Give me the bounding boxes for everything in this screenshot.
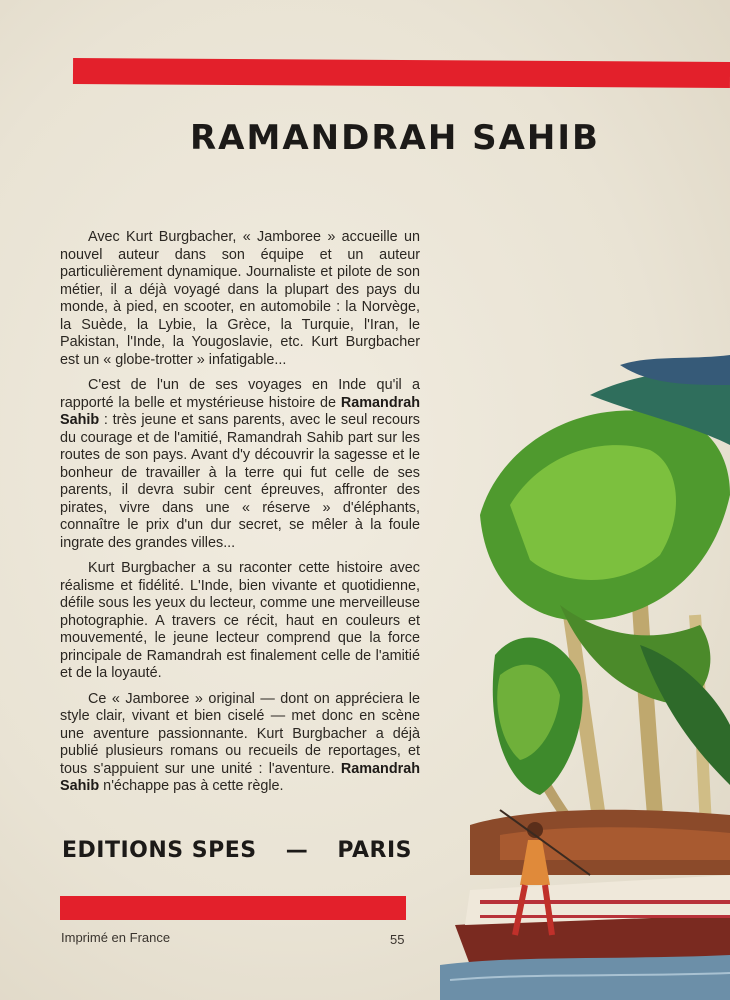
paragraph-3-text: Kurt Burgbacher a su raconter cette histoire avec réalisme et fidélité. L'Inde, bien vivante et quotidienne, défile sous les yeux du lecteur, comme une merveilleuse photographie. A travers ce récit, haut en couleurs et mouvementé, le jeune lecteur comprend que la force principale de Ramandrah est finalement celle de l'amitié et de la loyauté.: [60, 560, 420, 681]
paragraph-1-text: Avec Kurt Burgbacher, « Jamboree » accueille un nouvel auteur dans son équipe et un auteur particulièrement dynamique. Journaliste et pilote de son métier, il a déjà voyagé dans la plupart des pays du monde, à pied, en scooter, en automobile : la Norvège, la Suède, la Lybie, la Grèce, la Turquie, l'Iran, le Pakistan, l'Inde, la Yougoslavie, etc. Kurt Burgbacher est un « globe-trotter » infatigable...: [60, 229, 420, 368]
top-red-bar: [73, 58, 730, 88]
publisher-line: [62, 838, 412, 863]
paragraph-4: [60, 691, 420, 796]
paragraph-4-text-a: Ce « Jamboree » original — dont on appréciera le style clair, vivant et bien ciselé — met donc en scène une aventure passionnante. Kurt Burgbacher a déjà publié plusieurs romans ou recueils de reportages, et tous s'appuient sur une unité : l'aventure.: [60, 690, 420, 777]
palm-trees-and-boat-illustration: [440, 355, 730, 1000]
page-title: RAMANDRAH SAHIB: [190, 118, 600, 158]
publisher-dash: —: [285, 838, 309, 863]
paragraph-1: [60, 229, 420, 369]
paragraph-2-text-b: : très jeune et sans parents, avec le seul recours du courage et de l'amitié, Ramandrah Sahib part sur les routes de son pays. Avant d'y découvrir la sagesse et le bonheur de travailler à la terre qui fut celle de ses parents, il devra subir cent épreuves, affronter des pirates, vivre dans une « réserve » d'éléphants, connaître le prix d'un dur secret, se mêler à la foule ingrate des grandes villes...: [60, 412, 420, 551]
paragraph-4-text-b: n'échappe pas à cette règle.: [99, 778, 284, 794]
bottom-red-bar: [60, 896, 406, 920]
article-body: [60, 229, 420, 804]
page-number: 55: [390, 932, 405, 947]
paragraph-3: [60, 560, 420, 683]
publisher-name: EDITIONS SPES: [62, 838, 257, 863]
printed-in-france: Imprimé en France: [61, 930, 171, 945]
book-title-bold: Ramandrah Sahib: [60, 760, 420, 794]
book-title-bold: Ramandrah Sahib: [60, 394, 420, 428]
paragraph-2-text-a: C'est de l'un de ses voyages en Inde qu'il a rapporté la belle et mystérieuse histoire de: [60, 377, 420, 411]
publisher-city: PARIS: [337, 838, 412, 863]
paragraph-2: [60, 377, 420, 552]
